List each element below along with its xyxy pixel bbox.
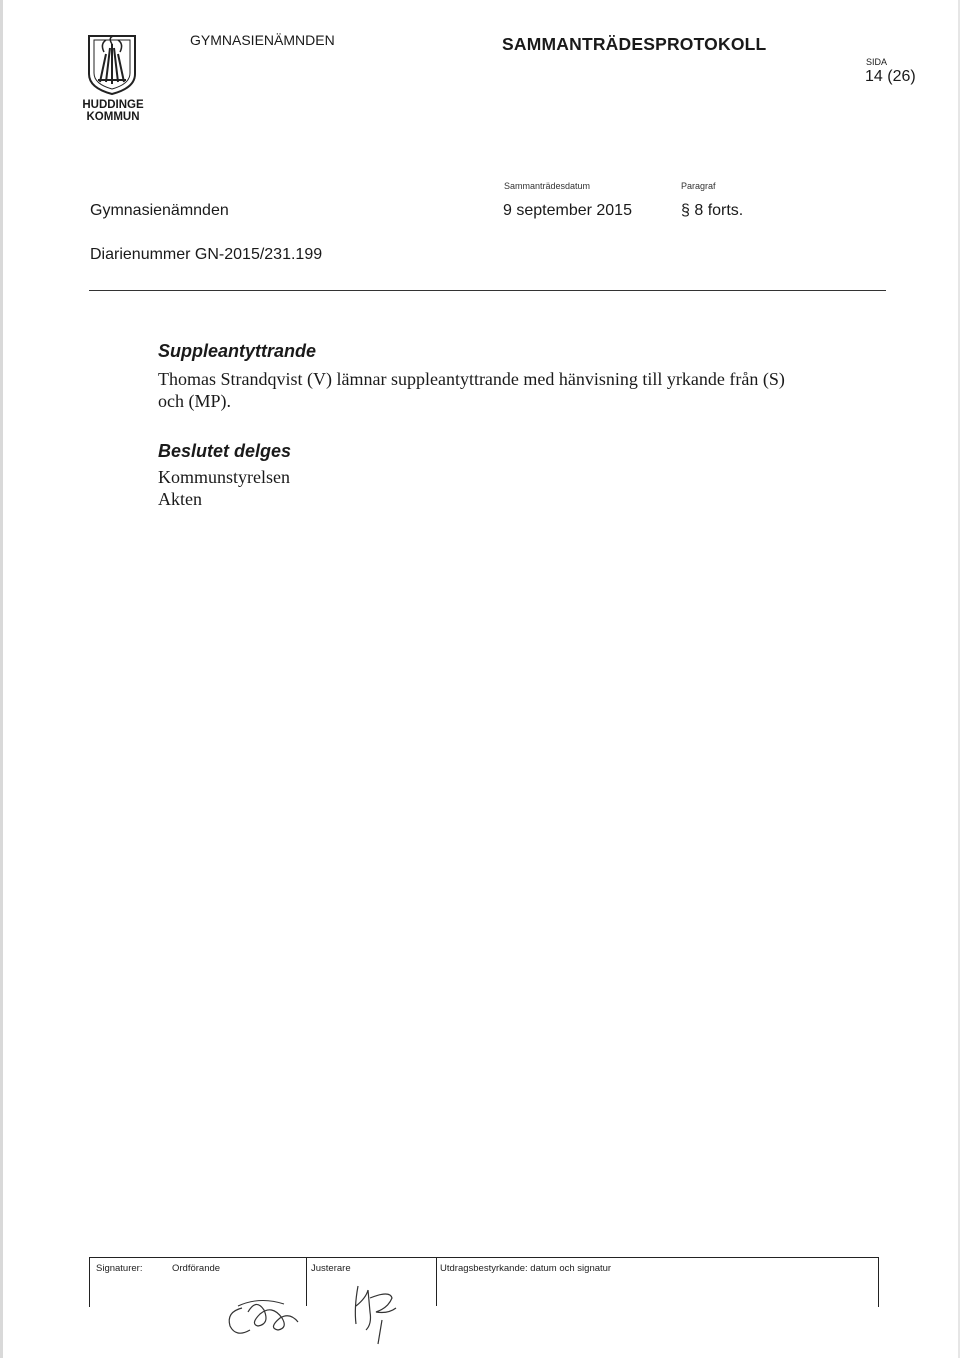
diary-number: Diarienummer GN-2015/231.199 [90,246,323,263]
section-heading-distribution: Beslutet delges [158,441,292,461]
scan-edge-left [0,0,3,1358]
adjuster-label: Justerare [311,1263,351,1274]
page-label: SIDA [866,57,888,67]
municipality-line1: HUDDINGE [82,99,144,111]
extract-certification-label: Utdragsbestyrkande: datum och signatur [440,1263,612,1274]
recipient-item: Kommunstyrelsen [158,467,290,487]
header-divider [89,290,886,291]
municipality-line2: KOMMUN [86,111,140,123]
paragraph-label: Paragraf [681,181,716,191]
section-heading-substitute: Suppleantyttrande [158,341,317,361]
municipality-name [82,99,144,123]
organization-name: GYMNASIENÄMNDEN [190,32,335,48]
signature-divider [436,1257,437,1306]
substitute-statement: Thomas Strandqvist (V) lämnar suppleantyttrande med hänvisning till yrkande från (S) och (MP). [158,369,785,411]
document-title: SAMMANTRÄDESPROTOKOLL [502,34,767,54]
meeting-date: 9 september 2015 [503,202,632,219]
handwritten-signatures [220,1268,420,1348]
huddinge-crest-logo [86,34,138,96]
committee-name: Gymnasienämnden [90,202,229,219]
date-label: Sammanträdesdatum [504,181,591,191]
page-number: 14 (26) [865,68,916,85]
paragraph-number: § 8 forts. [681,202,744,219]
recipient-item: Akten [158,489,202,509]
chair-label: Ordförande [172,1263,221,1274]
signatures-label: Signaturer: [96,1263,143,1274]
